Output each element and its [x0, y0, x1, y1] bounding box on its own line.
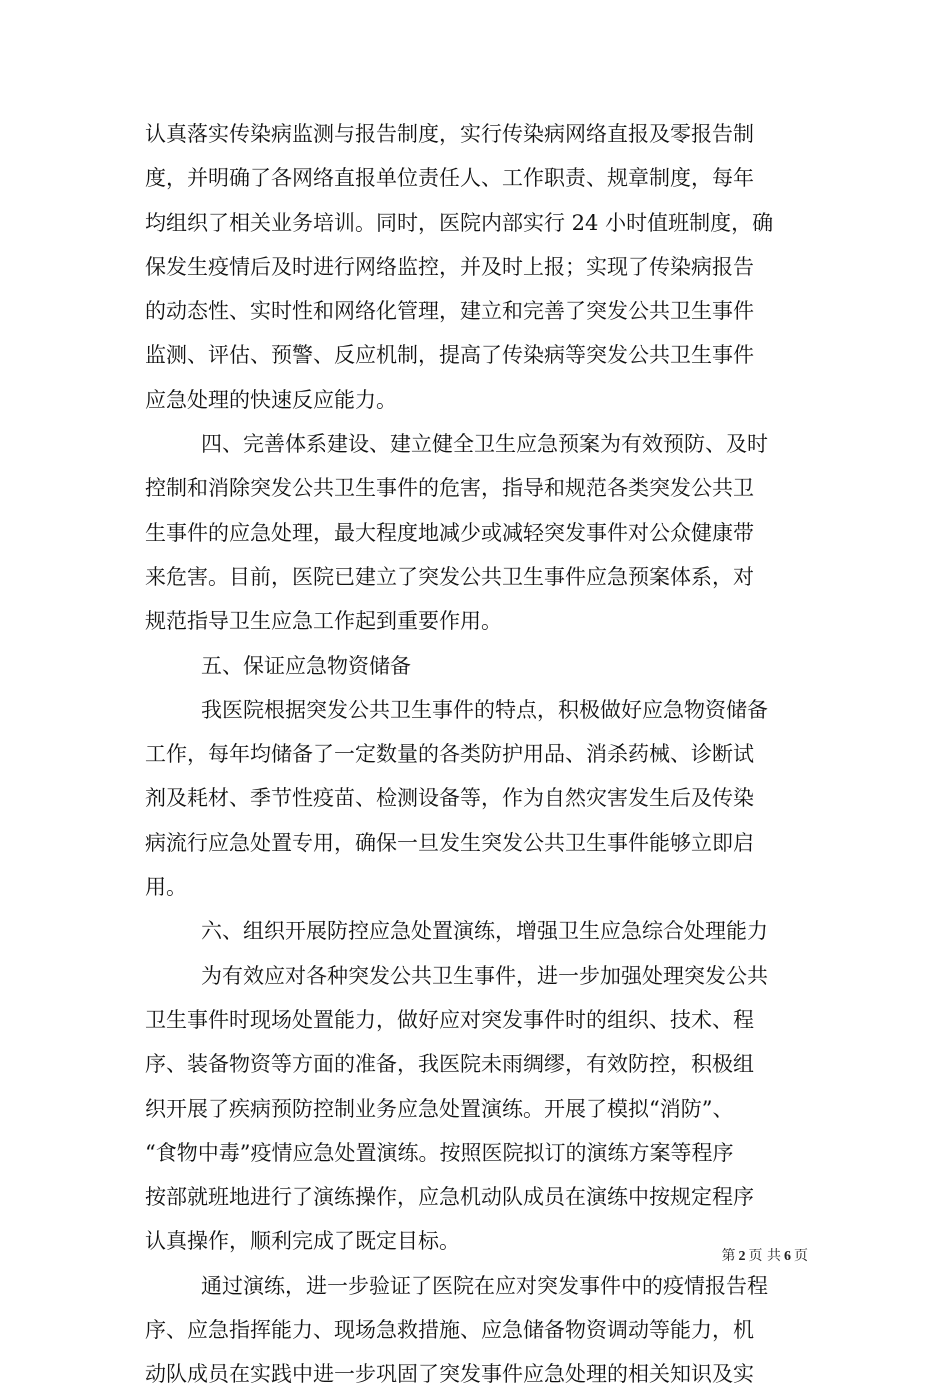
- text-line: 剂及耗材、季节性疫苗、检测设备等，作为自然灾害发生后及传染: [145, 786, 754, 811]
- text-line: 的动态性、实时性和网络化管理，建立和完善了突发公共卫生事件: [145, 299, 754, 324]
- paragraph-start: 我医院根据突发公共卫生事件的特点，积极做好应急物资储备: [201, 697, 768, 722]
- text-line: 序、应急指挥能力、现场急救措施、应急储备物资调动等能力，机: [145, 1318, 754, 1343]
- text-line: 保发生疫情后及时进行网络监控，并及时上报；实现了传染病报告: [145, 254, 754, 279]
- current-page-number: 2: [738, 1249, 746, 1264]
- page-footer: [722, 1246, 808, 1267]
- paragraph-start: 通过演练，进一步验证了医院在应对突发事件中的疫情报告程: [201, 1273, 768, 1298]
- text-line: 来危害。目前，医院已建立了突发公共卫生事件应急预案体系，对: [145, 564, 754, 589]
- text-line: “食物中毒”疫情应急处置演练。按照医院拟订的演练方案等程序: [145, 1140, 734, 1165]
- text-line: 应急处理的快速反应能力。: [145, 387, 397, 412]
- text-line: 规范指导卫生应急工作起到重要作用。: [145, 609, 502, 634]
- footer-middle: 页 共: [748, 1248, 781, 1264]
- paragraph-start: 为有效应对各种突发公共卫生事件，进一步加强处理突发公共: [201, 963, 768, 988]
- text-line: 工作，每年均储备了一定数量的各类防护用品、消杀药械、诊断试: [145, 742, 754, 767]
- footer-suffix: 页: [794, 1248, 808, 1264]
- text-line: 监测、评估、预警、反应机制，提高了传染病等突发公共卫生事件: [145, 343, 754, 368]
- section-heading-4: 四、完善体系建设、建立健全卫生应急预案为有效预防、及时: [201, 432, 768, 457]
- text-line: 织开展了疾病预防控制业务应急处置演练。开展了模拟“消防”、: [145, 1096, 734, 1121]
- text-line: 按部就班地进行了演练操作，应急机动队成员在演练中按规定程序: [145, 1185, 754, 1210]
- text-line: 卫生事件时现场处置能力，做好应对突发事件时的组织、技术、程: [145, 1007, 754, 1032]
- document-body: [145, 112, 810, 1397]
- text-line: 动队成员在实践中进一步巩固了突发事件应急处理的相关知识及实: [145, 1362, 754, 1387]
- text-line: 生事件的应急处理，最大程度地减少或减轻突发事件对公众健康带: [145, 520, 754, 545]
- section-heading-5: 五、保证应急物资储备: [201, 653, 411, 678]
- total-pages-number: 6: [784, 1249, 791, 1264]
- section-heading-6: 六、组织开展防控应急处置演练，增强卫生应急综合处理能力: [201, 919, 768, 944]
- text-line: 序、装备物资等方面的准备，我医院未雨绸缪，有效防控，积极组: [145, 1052, 754, 1077]
- footer-prefix: 第: [721, 1248, 736, 1264]
- text-line: 度，并明确了各网络直报单位责任人、工作职责、规章制度，每年: [145, 166, 754, 191]
- text-line: 控制和消除突发公共卫生事件的危害，指导和规范各类突发公共卫: [145, 476, 754, 501]
- text-line: 均组织了相关业务培训。同时，医院内部实行 24 小时值班制度，确: [145, 210, 774, 235]
- text-line: 认真操作，顺利完成了既定目标。: [145, 1229, 460, 1254]
- text-line: 认真落实传染病监测与报告制度，实行传染病网络直报及零报告制: [145, 122, 754, 146]
- text-line: 病流行应急处置专用，确保一旦发生突发公共卫生事件能够立即启: [145, 830, 754, 855]
- text-line: 用。: [145, 875, 187, 900]
